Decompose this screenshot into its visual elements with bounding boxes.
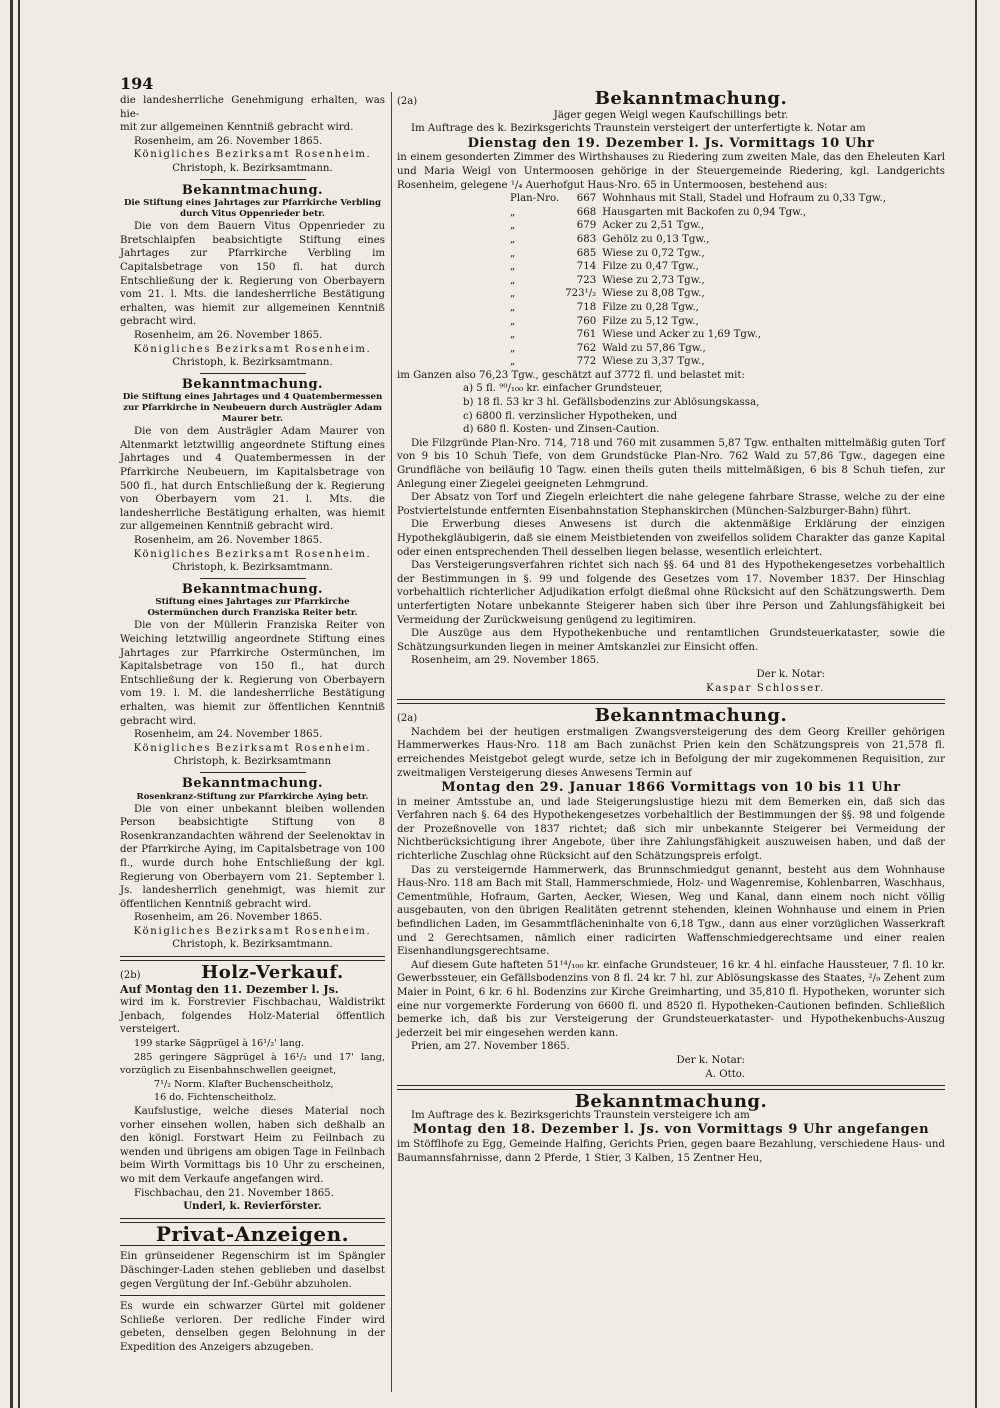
column-divider xyxy=(391,92,392,1392)
notice-a-notar: Der k. Notar: xyxy=(756,668,825,680)
lots-table xyxy=(507,192,889,369)
lot-row xyxy=(507,287,889,301)
notice-1-subject: Die Stiftung eines Jahrtages zur Pfarrkirche Verbling durch Vitus Oppenrieder betr. xyxy=(123,198,382,220)
privat-ad-1: Ein grünseidener Regenschirm ist im Spängler Däschinger-Laden stehen geblieben und daselbst gegen Vergütung der Inf.-Gebühr abzuholen. xyxy=(120,1251,385,1290)
holz-number: (2b) xyxy=(120,970,141,982)
notice-a-para-2: Der Absatz von Torf und Ziegeln erleichtert die nahe gelegene fahrbare Strasse, welche zu der eine Postviertelstunde entfernten Eisenbahnstation Stephanskirchen (München-Salzburger-Bahn) führt. xyxy=(397,492,945,517)
lot-row xyxy=(507,233,889,247)
notice-2-sign: Christoph, k. Bezirksamtmann. xyxy=(172,562,333,574)
holz-item-2: 285 geringere Sägprügel à 16¹/₂ und 17' lang, vorzüglich zu Eisenbahnschwellen geeignet, xyxy=(120,1051,385,1077)
lot-number: 679 xyxy=(576,220,597,232)
separator xyxy=(200,578,306,579)
notice-a-para-3: Die Erwerbung dieses Anwesens ist durch die aktenmäßige Erklärung der einzigen Hypothekgläubigerin, daß sie einem Meistbietenden von zweifellos solidem Charakter das ganze Kapital oder einen entsprechenden Theil desselben liegen belasse, wesentlich erleichtert. xyxy=(397,519,945,558)
page-number: 194 xyxy=(120,74,154,93)
notice-a-heading xyxy=(397,88,945,109)
notice-b-notar: Der k. Notar: xyxy=(676,1054,745,1066)
lot-number: 714 xyxy=(576,261,597,273)
holz-heading xyxy=(120,962,385,984)
notice-a-intro: Im Auftrage des k. Bezirksgerichts Traunstein versteigert der unterfertigte k. Notar am xyxy=(411,123,866,135)
lot-description: Filze zu 0,28 Tgw., xyxy=(602,301,699,313)
notice-b-date: Montag den 29. Januar 1866 Vormittags von 10 bis 11 Uhr xyxy=(441,780,901,796)
lot-description: Wiese zu 8,08 Tgw., xyxy=(602,288,705,300)
lot-row xyxy=(507,301,889,315)
lot-label: „ xyxy=(510,206,516,218)
notice-a-para-1: Die Filzgründe Plan-Nro. 714, 718 und 760 mit zusammen 5,87 Tgw. enthalten mittelmäßig guten Torf von 9 bis 10 Schuh Tiefe, von dem Grundstücke Plan-Nro. 762 Wald zu 57,86 Tgw., dagegen eine Grundfläche von beiläufig 10 Tagw. einen theils guten theils mittelmäßigen, 6 bis 8 Schuh tiefen, zur Anlegung einer Ziegelei geeigneten Lehmgrund. xyxy=(397,437,945,490)
notice-c-body: im Stöfflhofe zu Egg, Gemeinde Halfing, Gerichts Prien, gegen baare Bezahlung, verschiedene Haus- und Baumannsfahrnisse, dann 2 Pferde, 1 Stier, 3 Kalben, 15 Zentner Heu, xyxy=(397,1138,945,1164)
notice-b-title: Bekanntmachung. xyxy=(594,705,788,727)
notice-1-office: Königliches Bezirksamt Rosenheim. xyxy=(133,343,372,355)
holz-date: Auf Montag den 11. Dezember l. Js. xyxy=(120,982,339,996)
lot-description: Wohnhaus mit Stall, Stadel und Hofraum zu 0,33 Tgw., xyxy=(602,193,886,205)
lot-row xyxy=(507,355,889,369)
notice-c-title: Bekanntmachung. xyxy=(574,1091,768,1113)
notice-1-place: Rosenheim, am 26. November 1865. xyxy=(134,329,323,341)
lot-description: Wiese zu 2,73 Tgw., xyxy=(602,274,705,286)
encumbrance-a: a) 5 fl. ⁹⁰/₁₀₀ kr. einfacher Grundsteuer, xyxy=(463,383,663,395)
lot-description: Wiese zu 3,37 Tgw., xyxy=(602,356,705,368)
notice-b-para-2: in meiner Amtsstube an, und lade Steigerungslustige hiezu mit dem Bemerken ein, daß sich das Verfahren nach §. 64 des Hypothekengesetzes vorbehaltlich der Bestimmungen der §§. 98 und folgende der Prozeßnovelle von 1837 richtet; daß sich mir unbekannte Steigerer bei Vermeidung der Nichtberücksichtigung ihrer Angebote, über ihre Zahlungsfähigkeit auszuweisen haben, und daß der richterliche Zuschlag ohne Rücksicht auf den Schätzungspreis erfolgt. xyxy=(397,796,945,863)
notice-b-para-4: Auf diesem Gute hafteten 51¹⁴/₁₀₀ kr. einfache Grundsteuer, 16 kr. 4 hl. einfache Haussteuer, 7 fl. 10 kr. Gewerbssteuer, ein Gefällsbodenzins von 8 fl. 24 kr. 7 hl. zur Ablösungskasse des Staates, ²/₉ Zehent zum Maier in Point, 6 kr. 6 hl. Bodenzins zur Kirche Greimharting, und 35,810 fl. Hypotheken, worunter sich eine nur vorgemerkte Forderung von 6600 fl. und 8520 fl. Hypotheken-Cautionen befinden. Schließlich bemerke ich, daß bis zur Versteigerung der Grundsteuerkataster- und Hypothekenbuchs-Auszug jederzeit bei mir eingesehen werden kann. xyxy=(397,959,945,1039)
notice-4-subject: Rosenkranz-Stiftung zur Pfarrkirche Aying betr. xyxy=(136,791,369,802)
right-column xyxy=(397,88,945,1165)
lot-number: 723¹/₂ xyxy=(565,288,597,300)
notice-3-place: Rosenheim, am 24. November 1865. xyxy=(134,729,323,741)
page-edge-right xyxy=(975,0,977,1408)
notice-b-sign: A. Otto. xyxy=(705,1068,745,1080)
holz-body: wird im k. Forstrevier Fischbachau, Waldistrikt Jenbach, folgendes Holz-Material öffentlich versteigert. xyxy=(120,997,385,1036)
lot-number: 723 xyxy=(576,274,597,286)
lot-description: Gehölz zu 0,13 Tgw., xyxy=(602,233,710,245)
notice-a-sign: Kaspar Schlosser. xyxy=(706,682,825,694)
notice-b-number: (2a) xyxy=(397,713,418,725)
notice-3-title: Bekanntmachung. xyxy=(181,581,324,597)
notice-3-sign: Christoph, k. Bezirksamtmann xyxy=(173,756,332,768)
lot-label: „ xyxy=(510,356,516,368)
lot-row xyxy=(507,328,889,342)
notice-c-date: Montag den 18. Dezember l. Js. von Vormittags 9 Uhr angefangen xyxy=(412,1122,930,1138)
book-spine-edge xyxy=(10,0,13,1408)
intro-line-2: mit zur allgemeinen Kenntniß gebracht wird. xyxy=(120,122,354,134)
section-double-rule xyxy=(120,956,385,961)
notice-a-date: Dienstag den 19. Dezember l. Js. Vormittags 10 Uhr xyxy=(467,135,875,151)
encumbrance-c: c) 6800 fl. verzinslicher Hypotheken, und xyxy=(463,410,678,422)
intro-place: Rosenheim, am 26. November 1865. xyxy=(134,135,323,147)
intro-sign: Christoph, k. Bezirksamtmann. xyxy=(172,162,333,174)
notice-1-body: Die von dem Bauern Vitus Oppenrieder zu Bretschlaipfen beabsichtigte Stiftung eines Jahrtages zur Pfarrkirche Verbling im Capitalsbetrage von 150 fl. hat durch Entschließung der k. Regierung von Oberbayern vom 21. l. Mts. die landesherrliche Bestätigung erhalten, was hiemit zur allgemeinen Kenntniß gebracht wird. xyxy=(120,221,385,328)
notice-c-intro: Im Auftrage des k. Bezirksgerichts Traunstein versteigere ich am xyxy=(411,1109,750,1121)
lot-row xyxy=(507,206,889,220)
lot-label: „ xyxy=(510,220,516,232)
lot-number: 718 xyxy=(576,301,597,313)
holz-item-1: 199 starke Sägprügel à 16¹/₂' lang. xyxy=(134,1038,305,1050)
lot-row xyxy=(507,260,889,274)
lot-label: „ xyxy=(510,329,516,341)
separator xyxy=(200,179,306,180)
separator xyxy=(200,772,306,773)
notice-a-title: Bekanntmachung. xyxy=(594,88,788,109)
lot-number: 761 xyxy=(576,329,597,341)
lot-description: Filze zu 0,47 Tgw., xyxy=(602,261,699,273)
privat-title: Privat-Anzeigen. xyxy=(155,1221,350,1246)
privat-ad-2: Es wurde ein schwarzer Gürtel mit goldener Schließe verloren. Der redliche Finder wird gebeten, denselben gegen Belohnung in der Expedition des Anzeigers abzugeben. xyxy=(120,1301,385,1353)
separator xyxy=(120,1295,385,1296)
lot-row xyxy=(507,192,889,206)
notice-a-total: im Ganzen also 76,23 Tgw., geschätzt auf 3772 fl. und belastet mit: xyxy=(397,369,745,381)
notice-a-para-5: Die Auszüge aus dem Hypothekenbuche und rentamtlichen Grundsteuerkataster, sowie die Schätzungsurkunden liegen in meiner Amtskanzlei zur Einsicht offen. xyxy=(397,628,945,653)
notice-3-body: Die von der Müllerin Franziska Reiter von Weiching letztwillig angeordnete Stiftung eines Jahrtages zur Pfarrkirche Ostermünchen, im Kapitalsbetrage von 150 fl., hat durch Entschließung der k. Regierung von Oberbayern vom 19. l. M. die landesherrliche Bestätigung erhalten, was hiemit zur öffentlichen Kenntniß gebracht wird. xyxy=(120,620,385,727)
lot-row xyxy=(507,247,889,261)
holz-body-2: Kaufslustige, welche dieses Material noch vorher einsehen wollen, haben sich deßhalb an den königl. Forstwart Heim zu Feilnbach zu wenden und übrigens am obigen Tage in Feilnbach beim Wirth Vormittags bis 10 Uhr zu erscheinen, wo mit dem Verkaufe angefangen wird. xyxy=(120,1106,385,1185)
notice-3-subject: Stiftung eines Jahrtages zur Pfarrkirche Ostermünchen durch Franziska Reiter betr. xyxy=(147,597,358,619)
intro-line-1: die landesherrliche Genehmigung erhalten, was hie- xyxy=(120,95,385,120)
holz-title: Holz-Verkauf. xyxy=(201,962,344,984)
lot-label: „ xyxy=(510,261,516,273)
lot-row xyxy=(507,315,889,329)
notice-b-para-1: Nachdem bei der heutigen erstmaligen Zwangsversteigerung des dem Georg Kreiller gehörigen Hammerwerkes Haus-Nro. 118 am Bach zunächst Prien kein den Schätzungspreis von 21,578 fl. erreichendes Meistgebot gelegt wurde, setze ich in Befolgung der mir zugekommenen Requisition, zur zweitmaligen Versteigerung dieses Anwesens Termin auf xyxy=(397,726,945,779)
notice-2-place: Rosenheim, am 26. November 1865. xyxy=(134,535,323,547)
lot-description: Wald zu 57,86 Tgw., xyxy=(602,342,706,354)
notice-2-body: Die von dem Austrägler Adam Maurer von Altenmarkt letztwillig angeordnete Stiftung eines Jahrtages und 4 Quatembermessen in der Pfarrkirche Neubeuern, im Kapitalsbetrage von 500 fl., hat durch Entschließung der k. Regierung von Oberbayern vom 21. l. Mts. die landesherrliche Bestätigung erhalten, was hiemit zur allgemeinen Kenntniß gebracht wird. xyxy=(120,426,385,533)
notice-1-title: Bekanntmachung. xyxy=(181,182,324,198)
lot-description: Hausgarten mit Backofen zu 0,94 Tgw., xyxy=(602,206,807,218)
lot-row xyxy=(507,342,889,356)
notice-2-office: Königliches Bezirksamt Rosenheim. xyxy=(133,548,372,560)
lot-description: Filze zu 5,12 Tgw., xyxy=(602,315,699,327)
notice-4-title: Bekanntmachung. xyxy=(181,775,324,791)
lot-number: 667 xyxy=(576,193,597,205)
lot-number: 762 xyxy=(576,342,597,354)
lot-label: „ xyxy=(510,342,516,354)
notice-4-sign: Christoph, k. Bezirksamtmann. xyxy=(172,939,333,951)
lot-label: „ xyxy=(510,233,516,245)
encumbrance-b: b) 18 fl. 53 kr 3 hl. Gefällsbodenzins zur Ablösungskassa, xyxy=(463,397,760,409)
section-double-rule xyxy=(397,1085,945,1090)
holz-item-4: 16 do. Fichtenscheitholz. xyxy=(154,1092,277,1104)
notice-4-office: Königliches Bezirksamt Rosenheim. xyxy=(133,925,372,937)
notice-b-para-3: Das zu versteigernde Hammerwerk, das Brunnschmiedgut genannt, besteht aus dem Wohnhause Haus-Nro. 118 am Bach mit Stall, Hammerschmiede, Holz- und Wagenremise, Kohlenbarren, Waschhaus, Cementmühle, Hofraum, Garten, Aecker, Wiesen, Weg und Kanal, dann einem noch nicht völlig ausgebauten, von den übrigen Realitäten getrennt stehenden, kleinen Wohnhause und einem in Prien befindlichen Laden, im Gesammtflächeninhalte von 6,18 Tgw., dann aus einer vorzüglichen Wasserkraft und 2 Gerechtsamen, nämlich einer radicirten Waffenschmiedgerechtsame und einer realen Eisenhandlungsgerechtsame. xyxy=(397,864,945,958)
holz-place: Fischbachau, den 21. November 1865. xyxy=(134,1187,334,1199)
notice-2-title: Bekanntmachung. xyxy=(181,376,324,392)
lot-label: „ xyxy=(510,247,516,259)
notice-a-para-4: Das Versteigerungsverfahren richtet sich nach §§. 64 und 81 des Hypothekengesetzes vorbehaltlich der Bestimmungen in §. 99 und folgende des Gesetzes vom 17. November 1837. Der Hinschlag vorbehaltlich richterlicher Adjudikation erfolgt dießmal ohne Rücksicht auf den Schätzungswerth. Dem unterfertigten Notare unbekannte Steigerer haben sich über ihre Person und Zahlungsfähigkeit bei Vermeidung der Zurückweisung genügend zu legitimiren. xyxy=(397,560,945,626)
lot-label: Plan-Nro. xyxy=(510,193,560,205)
lot-number: 668 xyxy=(576,206,597,218)
lot-row xyxy=(507,274,889,288)
book-spine-edge-inner xyxy=(18,0,20,1408)
holz-sign: Underl, k. Revierförster. xyxy=(183,1200,322,1213)
separator xyxy=(200,373,306,374)
lot-row xyxy=(507,219,889,233)
lot-label: „ xyxy=(510,315,516,327)
notice-1-sign: Christoph, k. Bezirksamtmann. xyxy=(172,357,333,369)
notice-4-place: Rosenheim, am 26. November 1865. xyxy=(134,912,323,924)
lot-number: 685 xyxy=(576,247,597,259)
intro-office: Königliches Bezirksamt Rosenheim. xyxy=(133,149,372,161)
notice-3-office: Königliches Bezirksamt Rosenheim. xyxy=(133,742,372,754)
lot-label: „ xyxy=(510,301,516,313)
notice-a-body: in einem gesonderten Zimmer des Wirthshauses zu Riedering zum zweiten Male, das den Eheleuten Karl und Maria Weigl von Untermoosen gehörige in der Steuergemeinde Riedering, kgl. Landgerichts Rosenheim, gelegene ¹/₄ Auerhofgut Haus-Nro. 65 in Untermoosen, bestehend aus: xyxy=(397,152,945,191)
notice-a-subject: Jäger gegen Weigl wegen Kaufschillings betr. xyxy=(553,109,789,121)
lot-number: 772 xyxy=(576,356,597,368)
lot-description: Acker zu 2,51 Tgw., xyxy=(602,220,704,232)
notice-b-place: Prien, am 27. November 1865. xyxy=(411,1041,570,1053)
lot-number: 760 xyxy=(576,315,597,327)
lot-label: „ xyxy=(510,274,516,286)
lot-description: Wiese und Acker zu 1,69 Tgw., xyxy=(602,329,761,341)
left-column xyxy=(120,94,385,1355)
lot-description: Wiese zu 0,72 Tgw., xyxy=(602,247,705,259)
notice-2-subject: Die Stiftung eines Jahrtages und 4 Quatembermessen zur Pfarrkirche in Neubeuern durch Austrägler Adam Maurer betr. xyxy=(122,392,383,425)
notice-a-number: (2a) xyxy=(397,96,418,107)
holz-item-3: 7¹/₂ Norm. Klafter Buchenscheitholz, xyxy=(154,1078,334,1090)
notice-b-heading xyxy=(397,705,945,727)
notice-4-body: Die von einer unbekannt bleiben wollenden Person beabsichtigte Stiftung von 8 Rosenkranzandachten während der Seelenoktav in der Pfarrkirche Aying, im Capitalsbetrage von 100 fl., wurde durch hohe Entschließung der kgl. Regierung von Oberbayern vom 21. September l. Js. landesherrlich genehmigt, was hiemit zur öffentlichen Kenntniß gebracht wird. xyxy=(120,803,385,910)
lot-label: „ xyxy=(510,288,516,300)
section-double-rule xyxy=(397,699,945,704)
notice-a-place: Rosenheim, am 29. November 1865. xyxy=(411,655,600,667)
lot-number: 683 xyxy=(576,233,597,245)
encumbrance-d: d) 680 fl. Kosten- und Zinsen-Caution. xyxy=(463,424,660,436)
